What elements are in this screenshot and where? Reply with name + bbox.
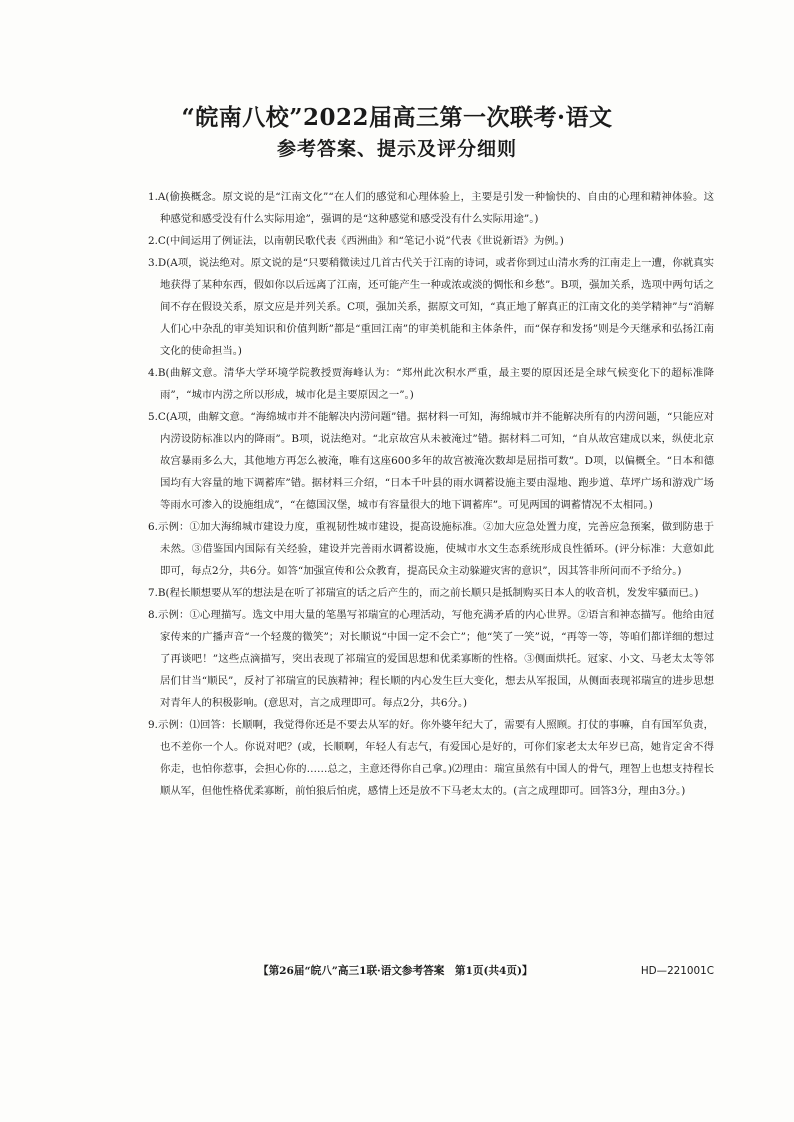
page-footer [148, 961, 714, 981]
answer-item-7: 7.B(程长顺想要从军的想法是在听了祁瑞宣的话之后产生的，而之前长顺只是抵制购买日本人的收音机，发发牢骚而已。) [148, 587, 699, 599]
answer-list [148, 186, 714, 802]
answer-item-8: 8.示例：①心理描写。选文中用大量的笔墨写祁瑞宣的心理活动，写他充满矛盾的内心世界。②语言和神态描写。他给由冠家传来的广播声音“一个轻蔑的微笑”；对长顺说“中国一定不会亡”；他“笑了一笑”说，“再等一等，等咱们都详细的想过了再谈吧！”这些点滴描写，突出表现了祁瑞宣的爱国思想和优柔寡断的性格。③侧面烘托。冠家、小文、马老太太等邻居们甘当“顺民”，反衬了祁瑞宣的民族精神；程长顺的内心发生巨大变化，想去从军报国，从侧面表现祁瑞宣的进步思想对青年人的积极影响。(意思对，言之成理即可。每点2分，共6分。) [148, 609, 714, 709]
answer-item-6: 6.示例：①加大海绵城市建设力度，重视韧性城市建设，提高设施标准。②加大应急处置力度，完善应急预案，做到防患于未然。③借鉴国内国际有关经验，建设并完善雨水调蓄设施，使城市水文生态系统形成良性循环。(评分标准：大意如此即可，每点2分，共6分。如答“加强宣传和公众教育，提高民众主动躲避灾害的意识”，因其答非所问而不予给分。) [148, 521, 714, 577]
page-title: “皖南八校”2022届高三第一次联考·语文 [181, 104, 613, 131]
page-subtitle: 参考答案、提示及评分细则 [276, 138, 517, 160]
answer-item-1: 1.A(偷换概念。原文说的是“江南文化”“在人们的感觉和心理体验上，主要是引发一种愉快的、自由的心理和精神体验。这种感觉和感受没有什么实际用途”，强调的是“这种感觉和感受没有什么实际用途”。) [148, 191, 714, 225]
answer-item-5: 5.C(A项，曲解文意。“海绵城市并不能解决内涝问题”错。据材料一可知，海绵城市并不能解决所有的内涝问题，“只能应对内涝设防标准以内的降雨”。B项，说法绝对。“北京故宫从未被淹过”错。据材料二可知，“自从故宫建成以来，纵使北京故宫暴雨多么大，其他地方再怎么被淹，唯有这座600多年的故宫被淹次数却是屈指可数”。D项，以偏概全。“日本和德国均有大容量的地下调蓄库”错。据材料三介绍，“日本千叶县的雨水调蓄设施主要由湿地、跑步道、草坪广场和游戏广场等雨水可渗入的设施组成”，“在德国汉堡，城市有容量很大的地下调蓄库”。可见两国的调蓄情况不太相同。) [148, 411, 714, 511]
footer-page-info: 【第26届“皖八”高三1联·语文参考答案 第1页(共4页)】 [258, 965, 533, 977]
answer-item-9: 9.示例：⑴回答：长顺啊，我觉得你还是不要去从军的好。你外婆年纪大了，需要有人照顾。打仗的事嘛，自有国军负责，也不差你一个人。你说对吧？(或，长顺啊，年轻人有志气，有爱国心是好的，可你们家老太太年岁已高，她肯定舍不得你走，也怕你惹事，会担心你的……总之，主意还得你自己拿。)⑵理由：瑞宣虽然有中国人的骨气，理智上也想支持程长顺从军，但他性格优柔寡断，前怕狼后怕虎，感情上还是放不下马老太太的。(言之成理即可。回答3分，理由3分。) [148, 719, 714, 797]
footer-exam-code: HD—221001C [640, 965, 714, 977]
answer-item-4: 4.B(曲解文意。清华大学环境学院教授贾海峰认为：“郑州此次积水严重，最主要的原因还是全球气候变化下的超标准降雨”，“城市内涝之所以形成，城市化是主要原因之一”。) [148, 367, 714, 401]
answer-item-3: 3.D(A项，说法绝对。原文说的是“只要稍微读过几首古代关于江南的诗词，或者你到过山清水秀的江南走上一遭，你就真实地获得了某种东西，假如你以后远离了江南，还可能产生一种或浓或淡的惆怅和乡愁”。B项，强加关系，选项中两句话之间不存在假设关系，原文应是并列关系。C项，强加关系，据原文可知，“真正地了解真正的江南文化的美学精神”与“消解人们心中杂乱的审美知识和价值判断”都是“重回江南”的审美机能和主体条件，而“保存和发扬”则是今天继承和弘扬江南文化的使命担当。) [148, 257, 714, 357]
answer-item-2: 2.C(中间运用了例证法，以南朝民歌代表《西洲曲》和“笔记小说”代表《世说新语》为例。) [148, 235, 564, 247]
